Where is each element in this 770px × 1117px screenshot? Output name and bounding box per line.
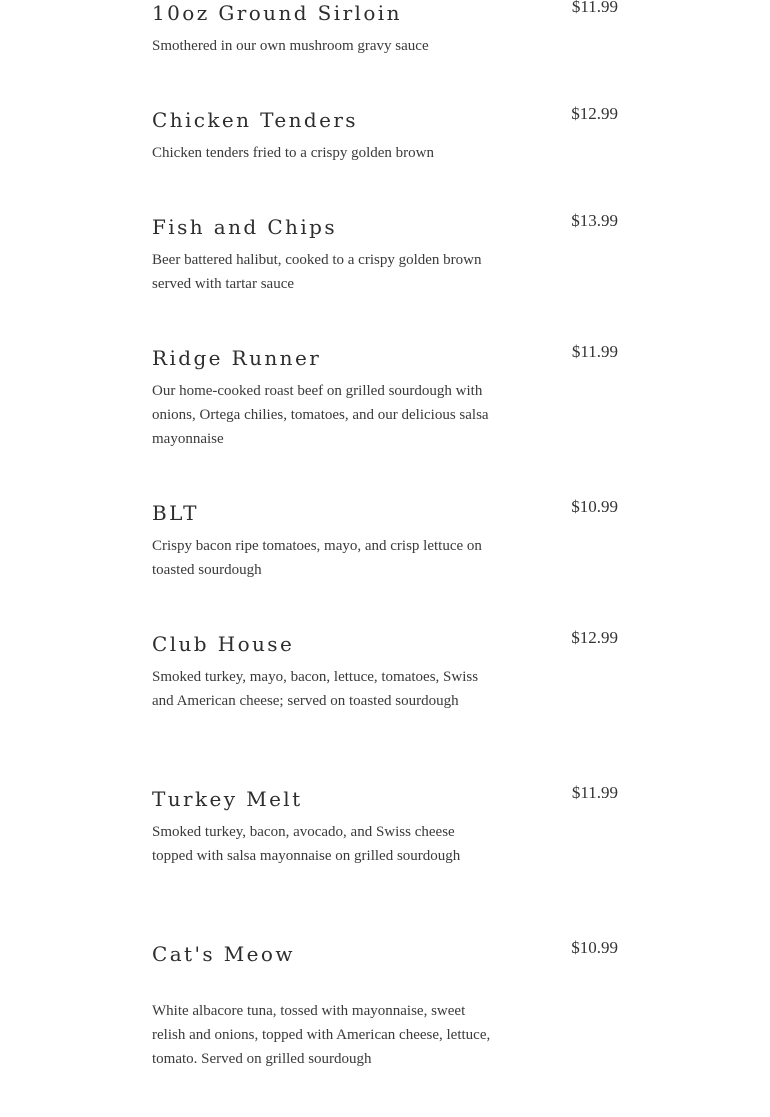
menu-item-price: $11.99 — [571, 342, 618, 361]
menu-item-name: Cat's Meow — [152, 942, 295, 966]
menu-item-description: Our home-cooked roast beef on grilled sourdough with onions, Ortega chilies, tomatoes, and our delicious salsa mayonnaise — [152, 383, 489, 447]
menu-item-description: Smoked turkey, bacon, avocado, and Swiss cheese topped with salsa mayonnaise on grilled sourdough — [152, 824, 461, 864]
menu-item-name: BLT — [152, 501, 199, 525]
menu-item-description: White albacore tuna, tossed with mayonnaise, sweet relish and onions, topped with American cheese, lettuce, tomato. Served on grilled sourdough — [152, 1003, 491, 1067]
menu-item-name: Club House — [152, 632, 295, 656]
menu-item-price: $10.99 — [571, 497, 618, 516]
menu-item-description: Beer battered halibut, cooked to a crispy golden brown served with tartar sauce — [152, 252, 482, 292]
menu-item-description: Chicken tenders fried to a crispy golden brown — [152, 145, 435, 161]
menu-item-name: Turkey Melt — [152, 787, 303, 811]
menu-item-description: Crispy bacon ripe tomatoes, mayo, and crisp lettuce on toasted sourdough — [152, 538, 482, 578]
menu-item-price: $11.99 — [571, 783, 618, 802]
menu-item-name: 10oz Ground Sirloin — [152, 1, 402, 25]
menu-item-price: $12.99 — [571, 104, 618, 123]
menu-item-name: Ridge Runner — [152, 346, 322, 370]
menu-item-price: $11.99 — [571, 0, 618, 16]
menu-item-description: Smoked turkey, mayo, bacon, lettuce, tomatoes, Swiss and American cheese; served on toasted sourdough — [152, 669, 479, 709]
menu-item-name: Chicken Tenders — [152, 108, 358, 132]
menu-item-name: Fish and Chips — [152, 215, 337, 239]
menu-item-price: $12.99 — [571, 628, 618, 647]
menu-item-description: Smothered in our own mushroom gravy sauce — [152, 38, 429, 54]
menu-item-price: $13.99 — [571, 211, 618, 230]
menu-item-price: $10.99 — [571, 938, 618, 957]
